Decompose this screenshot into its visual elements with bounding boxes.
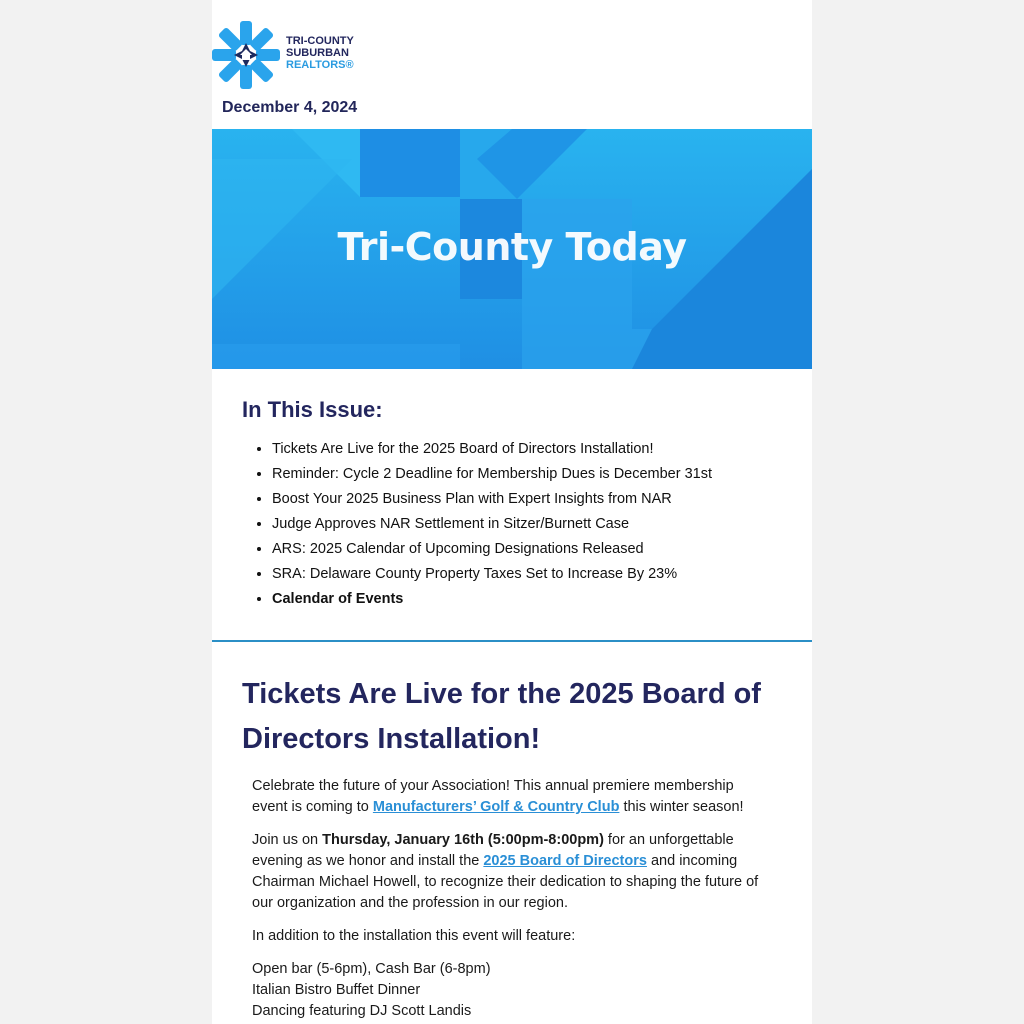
paragraph [252, 830, 772, 914]
board-of-directors-link[interactable]: 2025 Board of Directors [483, 853, 647, 869]
issue-item[interactable]: • SRA: Delaware County Property Taxes Set to Increase By 23% [272, 562, 782, 587]
paragraph [252, 776, 772, 818]
text: this winter season! [619, 799, 744, 815]
issue-item[interactable]: • Reminder: Cycle 2 Deadline for Membership Dues is December 31st [272, 462, 782, 487]
issue-item[interactable]: • Tickets Are Live for the 2025 Board of Directors Installation! [272, 437, 782, 462]
text: Join us on [252, 832, 323, 848]
banner [212, 129, 812, 369]
text: and incoming Chairman Michael Howell, to recognize their dedication to shaping the future of our organization and the profession in our region. [252, 853, 759, 911]
banner-title: Tri-County Today [337, 225, 687, 269]
article-body [242, 776, 782, 1022]
logo-line: SUBURBAN [286, 47, 349, 59]
in-this-issue-heading: In This Issue: [242, 397, 383, 422]
paragraph: In addition to the installation this event will feature: [252, 928, 576, 944]
issue-item[interactable]: • Calendar of Events [272, 587, 782, 612]
logo-line: REALTORS® [286, 59, 354, 71]
newsletter [212, 0, 812, 1024]
feature-item: Open bar (5-6pm), Cash Bar (6-8pm) [252, 961, 491, 977]
feature-item: Dancing featuring DJ Scott Landis [252, 1003, 472, 1019]
snowflake-house-logo-icon [212, 21, 280, 89]
issue-list [242, 437, 782, 612]
feature-list [252, 959, 772, 1022]
article [212, 642, 812, 1022]
issue-date: December 4, 2024 [222, 99, 358, 116]
in-this-issue [212, 369, 812, 642]
venue-link[interactable]: Manufacturers’ Golf & Country Club [372, 799, 620, 815]
logo-text [286, 35, 354, 71]
issue-item[interactable]: • Boost Your 2025 Business Plan with Expert Insights from NAR [272, 487, 782, 512]
logo-line: TRI-COUNTY [286, 35, 354, 47]
issue-item[interactable]: • ARS: 2025 Calendar of Upcoming Designations Released [272, 537, 782, 562]
text: for an unforgettable evening as we honor and install the [252, 832, 734, 869]
issue-item[interactable]: • Judge Approves NAR Settlement in Sitzer/Burnett Case [272, 512, 782, 537]
article-title: Tickets Are Live for the 2025 Board of Directors Installation! [242, 678, 761, 755]
feature-item: Italian Bistro Buffet Dinner [252, 982, 421, 998]
logo[interactable] [212, 0, 812, 96]
text: Celebrate the future of your Association! This annual premiere membership event is coming to [252, 778, 734, 815]
event-datetime: Thursday, January 16th (5:00pm-8:00pm) [322, 832, 604, 848]
